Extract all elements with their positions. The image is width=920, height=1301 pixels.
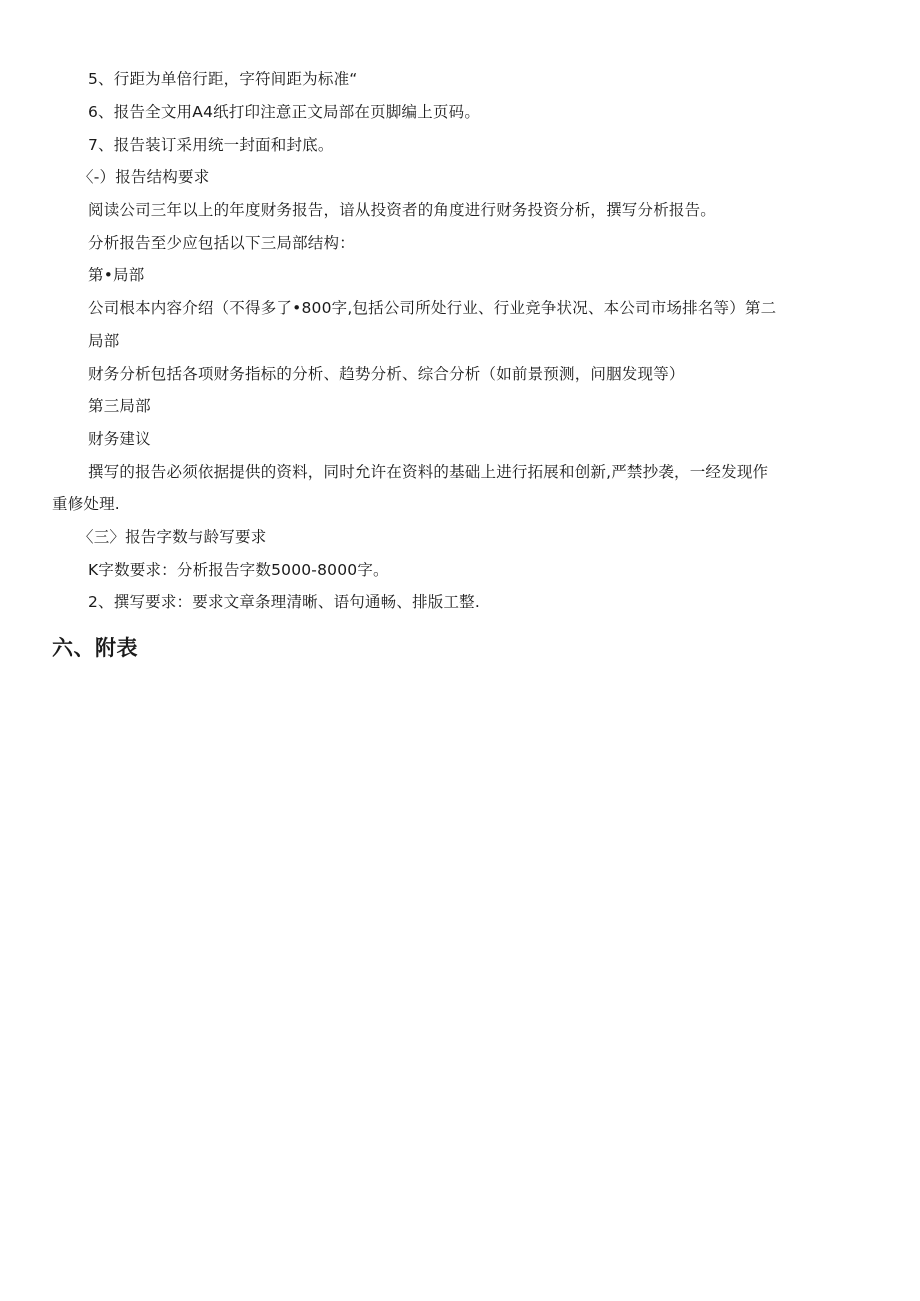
part-two-label: 局部	[88, 332, 120, 350]
part-one-label: 第•局部	[88, 266, 145, 284]
part-three-content: 财务建议	[88, 430, 151, 448]
subsection-heading-wordcount: 〈三〉报告字数与龄写要求	[78, 528, 267, 546]
format-item-5: 5、行距为单倍行距，字符间距为标准“	[88, 70, 358, 88]
subsection-heading-structure: 〈-）报告结构要求	[78, 168, 210, 186]
writing-item-2: 2、撰写要求：要求文章条理清晰、语句通畅、排版工整.	[88, 593, 480, 611]
part-two-content: 财务分析包括各项财务指标的分析、趋势分析、综合分析（如前景预测，问胭发现等）	[88, 365, 685, 383]
format-item-7: 7、报告装订采用统一封面和封底。	[88, 136, 334, 154]
paragraph-instruction: 阅读公司三年以上的年度财务报告，谙从投资者的角度进行财务投资分析，撰写分析报告。	[88, 201, 717, 219]
format-item-6: 6、报告全文用A4纸打印注意正文局部在页脚编上页码。	[88, 103, 481, 121]
paragraph-originality: 撰写的报告必须依据提供的资料，同时允许在资料的基础上进行拓展和创新,严禁抄袭，一经发现作	[88, 463, 769, 481]
section-heading-appendix: 六、附表	[52, 636, 138, 660]
wordcount-item-1: K字数要求：分析报告字数5000-8000字。	[88, 561, 389, 579]
part-one-content: 公司根本内容介绍（不得多了•800字,包括公司所处行业、行业竞争状况、本公司市场排名等）第二	[88, 299, 777, 317]
part-three-label: 第三局部	[88, 397, 151, 415]
paragraph-originality-cont: 重修处理.	[52, 495, 120, 513]
paragraph-structure-intro: 分析报告至少应包括以下三局部结构：	[88, 234, 355, 252]
